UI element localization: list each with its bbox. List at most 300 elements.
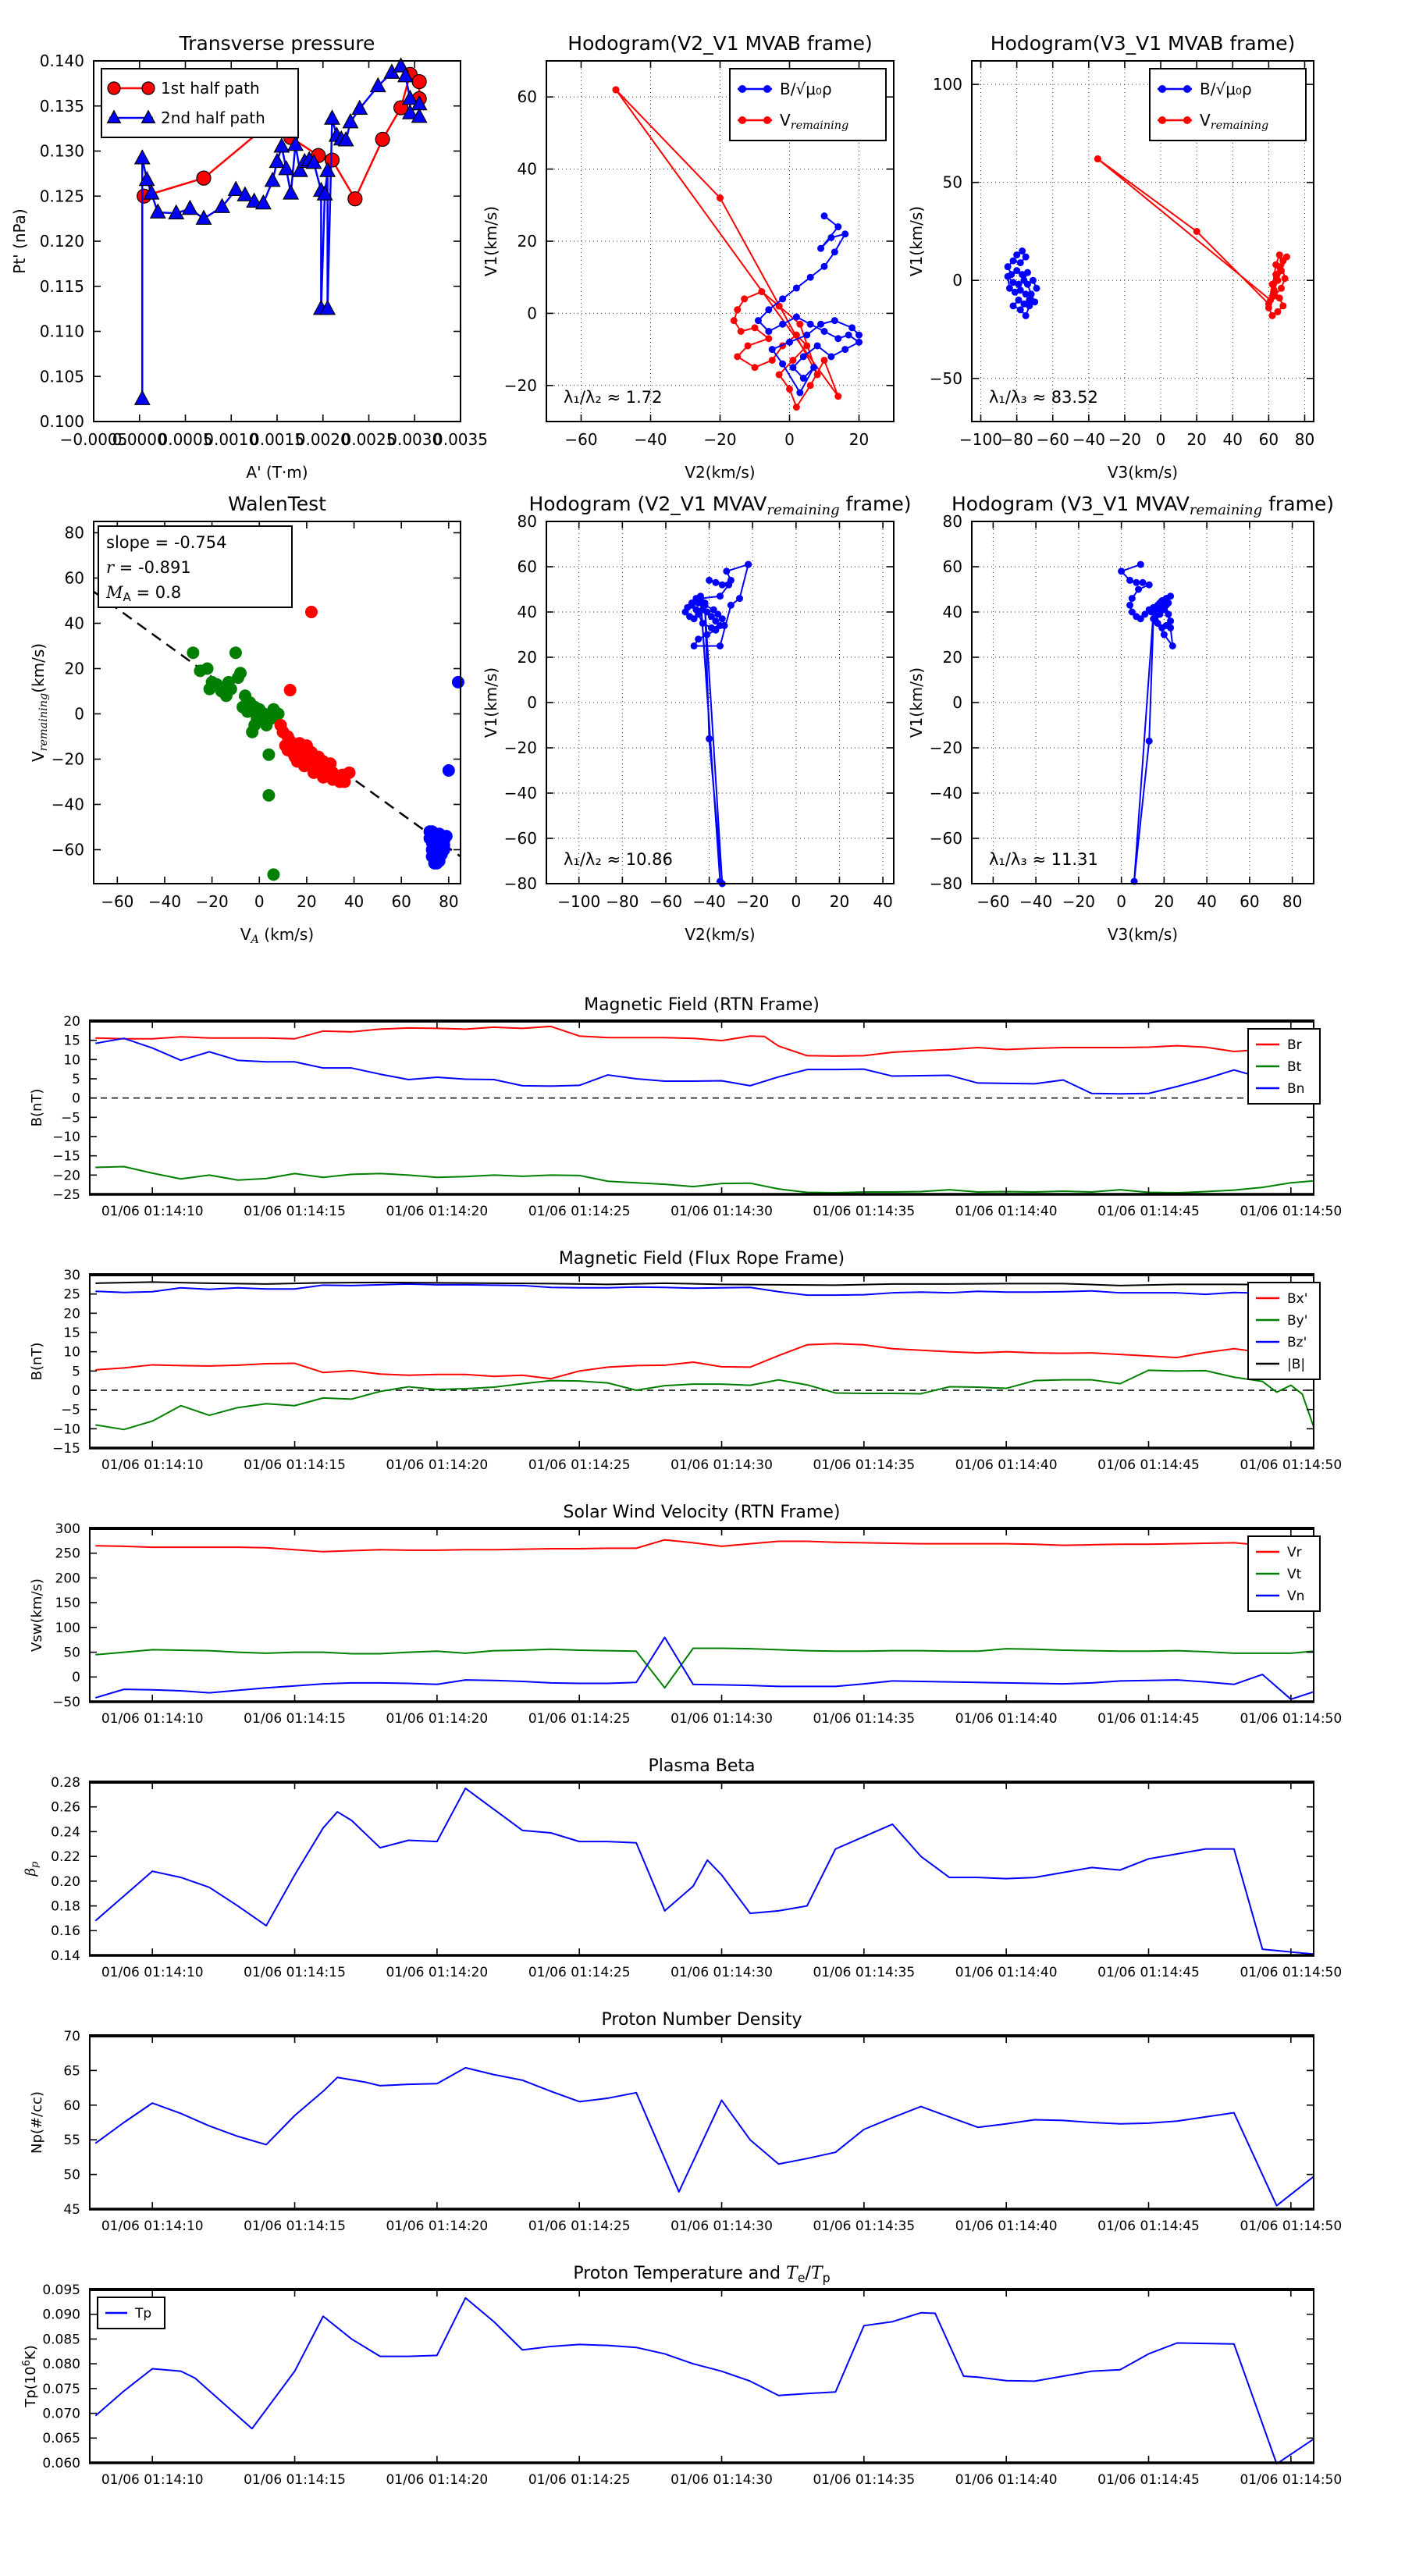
data-point [248,719,261,731]
x-tick-label: 0 [784,430,795,449]
x-tick-label: −60 [1036,430,1069,449]
data-point [834,223,841,230]
x-tick-label: 01/06 01:14:30 [670,1711,773,1727]
x-tick-label: 01/06 01:14:30 [670,2472,773,2488]
x-tick-label: 01/06 01:14:50 [1240,2472,1343,2488]
data-point [426,825,439,838]
data-point [1017,259,1024,266]
data-point [1137,561,1144,568]
x-tick-label: 01/06 01:14:20 [386,2218,489,2234]
x-tick-label: 01/06 01:14:10 [101,1457,204,1473]
y-axis-label: B(nT) [29,1342,45,1381]
x-tick-label: −20 [1108,430,1142,449]
x-tick-label: −60 [976,892,1010,911]
data-point [834,335,841,342]
series-beta p [95,1788,1314,1954]
y-axis-label: V1(km/s) [482,205,500,277]
data-point [1010,302,1017,309]
y-tick-label: −40 [929,784,962,802]
data-point [1183,116,1191,124]
x-tick-label: −60 [649,892,683,911]
data-point [712,627,719,634]
data-point [234,667,247,679]
data-point [1005,263,1012,270]
series-Vn [95,1638,1314,1699]
x-tick-label: 01/06 01:14:35 [813,1711,916,1727]
y-tick-label: 0 [72,1670,80,1686]
data-point [1133,579,1140,586]
x-tick-label: −80 [1000,430,1033,449]
data-point [1265,304,1272,311]
eigenvalue-annotation: λ₁/λ₂ ≈ 10.86 [564,850,673,869]
data-point [1030,277,1037,284]
legend-label: By' [1287,1312,1308,1329]
y-axis-label: V1(km/s) [907,205,926,277]
data-point [745,342,752,349]
y-tick-label: 0 [527,304,537,323]
data-point [1135,586,1142,593]
legend-label: B/√μ₀ρ [780,80,832,98]
x-tick-label: −40 [1019,892,1053,911]
data-point [267,868,279,881]
data-point [821,212,828,219]
x-tick-label: 0 [254,892,265,911]
y-tick-label: 0.140 [39,52,84,70]
y-tick-label: −60 [51,840,84,859]
y-tick-label: 0.135 [39,96,84,116]
series-Vr [95,1540,1314,1552]
data-point [1005,273,1012,280]
y-tick-label: 0.120 [39,232,84,251]
x-tick-label: 01/06 01:14:25 [528,2472,631,2488]
series-markers-B/sqrt(mu0 rho) [1005,247,1040,319]
x-tick-label: −80 [606,892,639,911]
legend-label: $V_{remaining}$ [780,111,849,132]
x-tick-label: 01/06 01:14:15 [244,1204,346,1219]
data-point [803,332,810,339]
x-tick-label: 0.0035 [433,430,488,449]
y-tick-label: 0.070 [42,2406,80,2422]
y-tick-label: 0 [72,1382,80,1399]
data-point [841,230,848,237]
data-point [796,321,803,328]
series-markers-red points [275,606,356,788]
legend [1248,1029,1320,1104]
y-tick-label: −20 [503,738,537,757]
axes-frame [90,1782,1314,1955]
y-tick-label: 80 [517,512,537,531]
y-tick-label: 10 [63,1052,80,1069]
y-tick-label: 20 [517,232,537,251]
data-point [796,390,803,397]
y-tick-label: −80 [929,874,962,893]
data-point [1126,602,1133,609]
data-point [1023,254,1030,261]
x-tick-label: −40 [148,892,182,911]
panel-title: Proton Number Density [601,2010,802,2030]
panel-title: Hodogram (V3_V1 $MVAV_{remaining}$ frame) [951,493,1335,518]
data-point [745,561,752,568]
legend-label: 1st half path [161,79,260,98]
y-tick-label: −20 [503,375,537,395]
data-point [845,332,852,339]
data-point [834,393,841,400]
x-tick-label: 20 [297,892,317,911]
data-point [738,85,746,93]
x-tick-label: −60 [564,430,598,449]
data-point [793,314,800,321]
y-tick-label: 55 [63,2133,80,2149]
data-point [262,749,275,761]
panel-walen-test [29,493,464,946]
data-point [229,182,244,196]
y-tick-label: 200 [55,1571,80,1587]
data-point [765,306,772,313]
x-axis-label: V3(km/s) [1107,463,1179,482]
y-tick-label: 100 [55,1620,80,1636]
legend [1248,1283,1320,1379]
data-point [187,646,199,659]
x-tick-label: 0.0000 [112,430,167,449]
panel-hodogram-v3v1-mvab [907,32,1314,482]
data-point [725,582,732,589]
x-tick-label: −20 [736,892,770,911]
y-tick-label: 50 [942,173,962,192]
eigenvalue-annotation: λ₁/λ₂ ≈ 1.72 [564,388,663,407]
panel-transverse-pressure [10,32,488,482]
legend-label: Vr [1287,1544,1302,1560]
y-tick-label: −15 [52,1440,80,1457]
data-point [699,620,706,627]
y-tick-label: 60 [517,87,537,107]
y-tick-label: 0.20 [51,1873,80,1890]
y-axis-label: V1(km/s) [482,667,500,738]
panel-title: WalenTest [228,493,326,515]
x-tick-label: 01/06 01:14:20 [386,1204,489,1219]
x-tick-label: 01/06 01:14:40 [955,1965,1058,1980]
panel-magnetic-field-rtn [29,995,1342,1219]
y-tick-label: 0.130 [39,141,84,161]
x-tick-label: 01/06 01:14:10 [101,2218,204,2234]
y-tick-label: 0.125 [39,187,84,206]
panel-magnetic-field-flux-rope [29,1249,1342,1473]
x-tick-label: 20 [848,430,870,449]
x-tick-label: 40 [1197,892,1217,911]
data-point [296,755,308,767]
x-tick-label: 01/06 01:14:40 [955,1457,1058,1473]
data-point [1282,275,1289,282]
data-point [1283,254,1290,261]
data-point [712,579,719,586]
data-point [827,234,834,241]
data-point [807,382,814,389]
y-tick-label: −40 [51,795,84,814]
x-axis-label: V2(km/s) [685,463,756,482]
y-tick-label: 60 [63,2097,80,2114]
series-markers-blue points [424,676,464,870]
data-point [793,332,800,339]
data-point [800,375,807,382]
stats-line: $M_A = 0.8$ [106,583,182,605]
x-tick-label: 0 [1116,892,1126,911]
data-point [786,339,793,346]
data-point [412,75,426,89]
y-tick-label: 150 [55,1596,80,1612]
data-point [817,245,824,252]
series-V remaining [1097,159,1286,316]
data-point [1023,312,1030,319]
y-tick-label: 80 [942,512,962,531]
data-point [1129,595,1136,602]
data-point [613,86,620,93]
data-point [225,683,237,696]
y-tick-label: 45 [63,2201,80,2218]
panel-plasma-beta [23,1756,1342,1980]
x-tick-label: 01/06 01:14:15 [244,2472,346,2488]
panel-solar-wind-velocity [29,1503,1342,1727]
data-point [1274,277,1281,284]
panel-title: Plasma Beta [648,1756,756,1776]
data-point [719,615,726,622]
y-axis-label: Pt' (nPa) [10,208,29,274]
panel-hodogram-v2v1-mvab [482,32,894,482]
y-tick-label: 40 [64,614,84,633]
x-tick-label: 01/06 01:14:25 [528,2218,631,2234]
y-tick-label: 40 [517,159,537,179]
y-tick-label: 40 [517,603,537,621]
data-point [717,592,724,600]
x-tick-label: 01/06 01:14:20 [386,1457,489,1473]
data-point [817,321,824,328]
x-tick-label: 01/06 01:14:10 [101,1204,204,1219]
data-point [814,342,821,349]
data-point [201,663,214,675]
data-point [142,82,155,94]
data-point [821,357,828,364]
data-point [789,357,796,364]
x-tick-label: 01/06 01:14:40 [955,2218,1058,2234]
data-point [1267,297,1274,304]
data-point [1024,269,1031,276]
legend-label: Bn [1287,1080,1305,1097]
data-point [452,676,464,688]
x-tick-label: 0.0025 [341,430,397,449]
data-point [731,317,738,324]
y-tick-label: 0.14 [51,1948,80,1964]
legend-label: $V_{remaining}$ [1200,111,1269,132]
x-tick-label: 0.0020 [295,430,350,449]
y-tick-label: −20 [929,738,962,757]
data-point [1019,247,1026,254]
series-|B| [95,1282,1314,1285]
data-point [821,263,828,270]
panel-title: Magnetic Field (Flux Rope Frame) [558,1249,845,1268]
data-point [831,248,838,255]
x-tick-label: 0.0015 [250,430,304,449]
data-point [855,332,863,339]
y-tick-label: 0.28 [51,1774,80,1791]
axes-frame [90,1528,1314,1702]
data-point [800,353,807,360]
x-tick-label: −40 [634,430,667,449]
panel-hodogram-v2v1-mvav [482,493,912,944]
data-point [807,321,814,328]
y-tick-label: 0.085 [42,2332,80,2348]
x-axis-label: A' (T·m) [246,463,308,482]
x-tick-label: 01/06 01:14:45 [1097,1457,1200,1473]
y-tick-label: 0.26 [51,1799,80,1816]
y-axis-label: $Tp(10^6K)$ [21,2345,39,2407]
x-tick-label: 01/06 01:14:45 [1097,1711,1200,1727]
x-tick-label: −40 [692,892,726,911]
data-point [1031,298,1038,305]
data-point [1183,85,1191,93]
x-tick-label: −20 [703,430,737,449]
y-tick-label: −60 [503,829,537,848]
stats-line: r = -0.891 [106,558,191,577]
y-axis-label: B(nT) [29,1088,45,1127]
data-point [807,274,814,281]
y-axis-label: Np(#/cc) [29,2091,45,2154]
data-point [183,201,197,215]
x-tick-label: 01/06 01:14:35 [813,1965,916,1980]
x-tick-label: 01/06 01:14:50 [1240,1965,1343,1980]
series-By' [95,1370,1314,1429]
x-tick-label: 01/06 01:14:35 [813,1457,916,1473]
y-tick-label: 20 [63,1013,80,1030]
data-point [738,116,746,124]
x-tick-label: 01/06 01:14:30 [670,1965,773,1980]
data-point [1193,228,1200,235]
legend [101,69,298,137]
data-point [1272,262,1279,269]
legend-label: Br [1287,1037,1302,1053]
data-point [789,364,796,371]
y-tick-label: 60 [517,557,537,576]
x-tick-label: −0.0005 [59,430,128,449]
x-axis-label: $V_A$ (km/s) [240,925,315,946]
x-tick-label: 01/06 01:14:15 [244,1965,346,1980]
x-tick-label: 20 [1186,430,1207,449]
data-point [211,678,223,691]
y-tick-label: −25 [52,1187,80,1203]
data-point [1279,302,1286,309]
data-point [325,111,340,125]
panel-title: Hodogram(V2_V1 MVAB frame) [567,32,873,55]
data-point [1033,285,1040,292]
data-point [1163,602,1170,609]
data-point [1017,306,1024,313]
data-point [1161,632,1168,639]
x-tick-label: 01/06 01:14:30 [670,1204,773,1219]
series-Bx' [95,1343,1314,1379]
y-tick-label: −60 [929,829,962,848]
data-point [1165,610,1172,617]
data-point [279,739,292,752]
x-tick-label: 01/06 01:14:40 [955,1204,1058,1219]
x-tick-label: −60 [101,892,134,911]
data-point [135,391,150,405]
y-tick-label: −20 [51,749,84,769]
data-point [755,317,762,324]
data-point [848,324,855,331]
y-tick-label: 20 [517,648,537,667]
data-point [752,364,759,371]
series-Bz' [95,1284,1314,1298]
x-tick-label: −40 [1072,430,1105,449]
panel-title: Hodogram(V3_V1 MVAB frame) [990,32,1296,55]
data-point [734,353,741,360]
y-tick-label: 20 [942,648,962,667]
y-tick-label: 80 [64,523,84,543]
data-point [695,635,702,642]
eigenvalue-annotation: λ₁/λ₃ ≈ 83.52 [989,388,1098,407]
y-tick-label: 60 [64,568,84,588]
legend [98,2297,165,2329]
y-tick-label: 25 [63,1286,80,1303]
x-tick-label: 01/06 01:14:50 [1240,1457,1343,1473]
legend [730,69,886,141]
y-tick-label: 60 [942,557,962,576]
data-point [717,194,724,201]
x-tick-label: 01/06 01:14:10 [101,1965,204,1980]
data-point [1152,617,1159,624]
y-tick-label: 300 [55,1521,80,1537]
x-axis-label: V2(km/s) [685,925,756,944]
x-tick-label: 01/06 01:14:45 [1097,1204,1200,1219]
x-tick-label: 01/06 01:14:25 [528,1457,631,1473]
data-point [265,173,280,187]
data-point [135,150,150,164]
data-point [741,295,748,302]
data-point [793,404,800,411]
series-markers-B hodogram [1118,561,1176,885]
x-tick-label: −20 [195,892,229,911]
data-point [765,335,772,342]
data-point [1167,592,1174,600]
legend-label: Bt [1287,1059,1302,1075]
data-point [1010,258,1017,265]
x-tick-label: 01/06 01:14:35 [813,2218,916,2234]
x-tick-label: 0.0005 [158,430,213,449]
data-point [758,288,765,295]
series-Tp [95,2298,1314,2464]
y-tick-label: 50 [63,1645,80,1661]
data-point [1278,285,1285,292]
panel-title: Solar Wind Velocity (RTN Frame) [563,1503,841,1522]
x-tick-label: 01/06 01:14:25 [528,1711,631,1727]
legend-box [1248,1283,1320,1379]
x-tick-label: 01/06 01:14:20 [386,2472,489,2488]
y-tick-label: 0.18 [51,1898,80,1915]
x-tick-label: 40 [873,892,893,911]
data-point [197,171,211,185]
data-point [717,642,724,649]
x-tick-label: 0.0030 [387,430,443,449]
data-point [695,600,702,607]
x-tick-label: 20 [1154,892,1175,911]
y-tick-label: 40 [942,603,962,621]
data-point [1278,267,1285,274]
y-tick-label: 0 [952,271,962,290]
legend-label: Tp [135,2305,152,2322]
y-tick-label: 0 [527,693,537,712]
data-point [241,706,254,718]
x-tick-label: 01/06 01:14:50 [1240,2218,1343,2234]
y-tick-label: −15 [52,1148,80,1165]
x-tick-label: 80 [1282,892,1303,911]
x-axis-label: V3(km/s) [1107,925,1179,944]
